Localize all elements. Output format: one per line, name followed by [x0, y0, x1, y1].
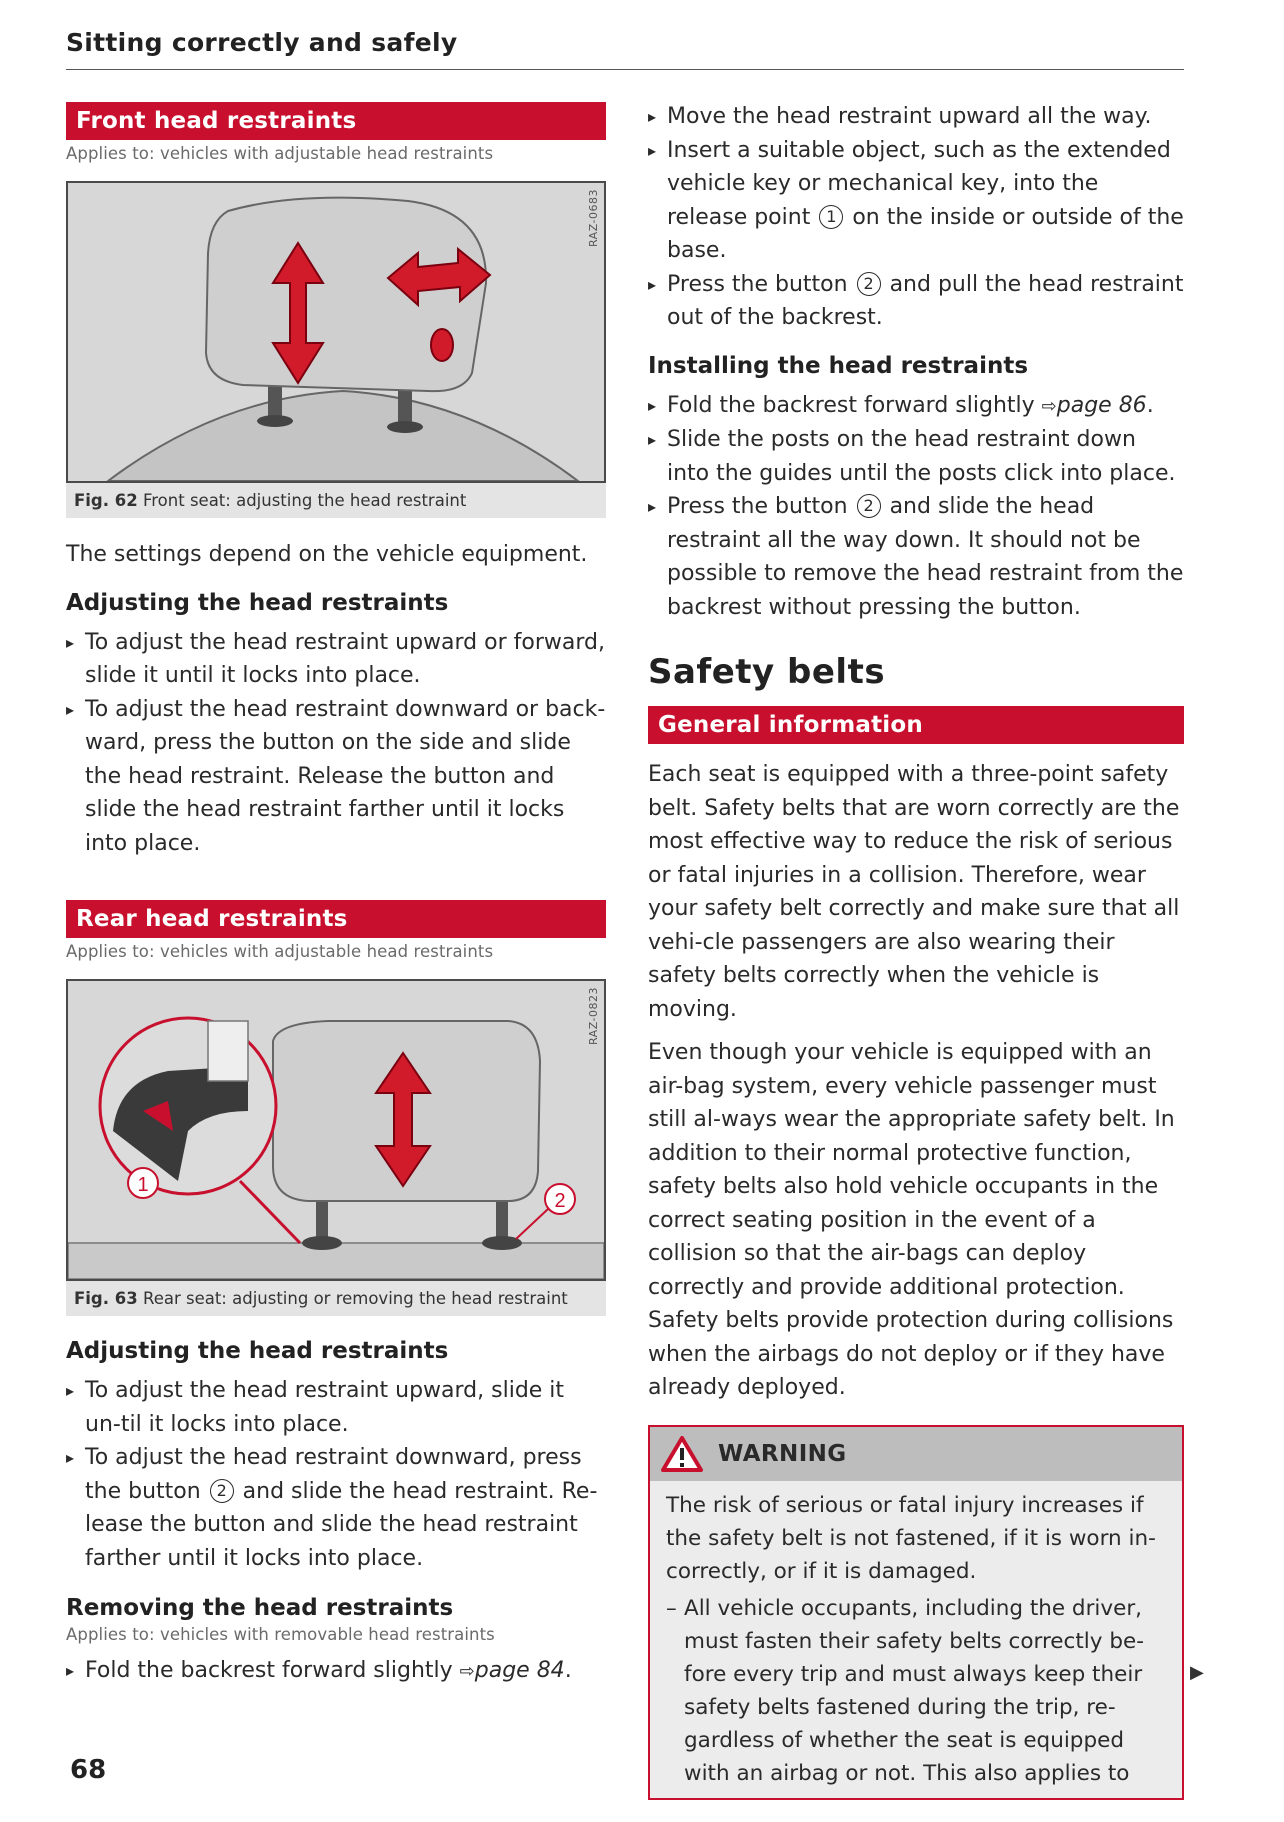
rear-applies-note: Applies to: vehicles with adjustable head restraints [66, 942, 494, 961]
general-information-heading: General information [648, 706, 1184, 744]
list-item [648, 268, 1184, 335]
safety-belts-title: Safety belts [648, 652, 886, 692]
rear-bullet2-start: To adjust the head restraint downward, press the button [85, 1445, 582, 1504]
rear-bullet2-end: and slide the head restraint. Re-lease the button and slide the head restraint farther until it locks into place. [85, 1478, 598, 1571]
list-item: ▸ To adjust the head restraint upward or forward, slide it until it locks into place. [66, 626, 606, 693]
continue-arrow-icon: ▶ [1190, 1662, 1204, 1683]
list-item: ▸ Move the head restraint upward all the way. [648, 100, 1184, 134]
i1-end: . [1146, 392, 1154, 418]
section-header-title: Sitting correctly and safely [66, 28, 458, 57]
installing-list [648, 389, 1184, 625]
running-header [66, 28, 1184, 70]
front-applies-note: Applies to: vehicles with adjustable head restraints [66, 144, 494, 163]
button-2-ref: 2 [857, 494, 881, 518]
warning-body [650, 1481, 1182, 1798]
b2-end: on the inside or outside of the base. [667, 204, 1184, 263]
figure-62-label: Fig. 62 [74, 491, 138, 510]
callout-1: 1 [137, 1174, 149, 1196]
adjusting-front-heading: Adjusting the head restraints [66, 589, 449, 616]
adjusting-front-list [66, 626, 606, 861]
b3-end: and pull the head restraint out of the backrest. [667, 271, 1184, 330]
warning-header [650, 1427, 1182, 1481]
figure-63-caption [66, 1281, 606, 1316]
figure-62-caption-text: Front seat: adjusting the head restraint [142, 491, 467, 510]
list-item [66, 1654, 606, 1689]
front-head-restraints-heading: Front head restraints [66, 102, 606, 140]
page-ref-arrow-icon: ⇨ [1041, 395, 1057, 417]
button-2-ref: 2 [210, 1479, 234, 1503]
figure-63-label: Fig. 63 [74, 1289, 138, 1308]
callout-2: 2 [554, 1190, 566, 1212]
release-point-1-ref: 1 [819, 205, 843, 229]
i3-start: Press the button [667, 494, 848, 519]
b3-start: Press the button [667, 271, 848, 297]
left-column [66, 102, 606, 1689]
adjusting-rear-list [66, 1374, 606, 1575]
general-para-2: Even though your vehicle is equipped with an air-bag system, every vehicle passenger must still al-ways wear the appropriate safety belt. In addition to their normal protective function, safety belts also hold vehicle occupants in the correct seating position in the event of a collision so that the air-bags can deploy correctly and provide additional protection. Safety belts provide protection during collisions when the airbags do not deploy or if they have already deployed. [648, 1040, 1175, 1400]
figure-62-caption [66, 483, 606, 518]
settings-note: The settings depend on the vehicle equipment. [66, 542, 588, 567]
remove-bullet-text: Fold the backrest forward slightly [85, 1658, 453, 1683]
warning-dash-item: – All vehicle occupants, including the driver, must fasten their safety belts correctly be-fore every trip and must always keep their safety belts fastened during the trip, re-gardless of whether the seat is equipped with an airbag or not. This also applies to [666, 1592, 1168, 1790]
page-ref-arrow-icon: ⇨ [459, 1661, 475, 1682]
figure-62 [66, 181, 606, 483]
general-para-1: Each seat is equipped with a three-point safety belt. Safety belts that are worn correctly are the most effective way to reduce the risk of serious or fatal injuries in a collision. Therefore, wear your safety belt correctly and make sure that all vehi-cle passengers are also wearing their safety belts correctly when the vehicle is moving. [648, 762, 1180, 1022]
list-item: ▸ To adjust the head restraint upward, slide it un-til it locks into place. [66, 1374, 606, 1441]
list-item [648, 490, 1184, 624]
page-number: 68 [70, 1755, 107, 1785]
list-item [66, 1441, 606, 1575]
front-head-restraint-illustration [68, 183, 604, 481]
list-item [648, 134, 1184, 268]
page-ref-86[interactable]: page 86 [1056, 392, 1147, 418]
adjusting-rear-heading: Adjusting the head restraints [66, 1338, 449, 1364]
figure-63-code: RAZ-0823 [587, 987, 600, 1046]
warning-text: The risk of serious or fatal injury increases if the safety belt is not fastened, if it is worn in-correctly, or if it is damaged. [666, 1492, 1156, 1584]
warning-box [648, 1425, 1184, 1800]
i1-text: Fold the backrest forward slightly [667, 392, 1035, 418]
removing-list [66, 1654, 606, 1689]
warning-triangle-icon [660, 1435, 704, 1473]
figure-63 [66, 979, 606, 1281]
removing-heading: Removing the head restraints [66, 1595, 454, 1621]
b2-start: Insert a suitable object, such as the extended vehicle key or mechanical key, into the release point [667, 137, 1171, 230]
figure-63-caption-text: Rear seat: adjusting or removing the head restraint [142, 1289, 568, 1308]
rear-head-restraint-illustration [68, 981, 604, 1279]
page-ref-84[interactable]: page 84 [474, 1658, 565, 1683]
remove-bullet-end: . [564, 1658, 572, 1683]
i3-end: and slide the head restraint all the way down. It should not be possible to remove the head restraint from the backrest without pressing the button. [667, 494, 1184, 620]
warning-label: WARNING [718, 1440, 847, 1467]
removing-applies-note: Applies to: vehicles with removable head restraints [66, 1625, 495, 1644]
rear-head-restraints-heading: Rear head restraints [66, 900, 606, 938]
button-2-ref: 2 [857, 272, 881, 296]
right-column [648, 100, 1184, 1800]
list-item: ▸ To adjust the head restraint downward or back-ward, press the button on the side and slide the head restraint. Release the button and slide the head restraint farther until it locks into place. [66, 693, 606, 861]
list-item: ▸ Slide the posts on the head restraint down into the guides until the posts click into place. [648, 423, 1184, 490]
installing-heading: Installing the head restraints [648, 352, 1029, 379]
figure-62-code: RAZ-0683 [587, 189, 600, 248]
removing-steps-list [648, 100, 1184, 335]
list-item [648, 389, 1184, 424]
